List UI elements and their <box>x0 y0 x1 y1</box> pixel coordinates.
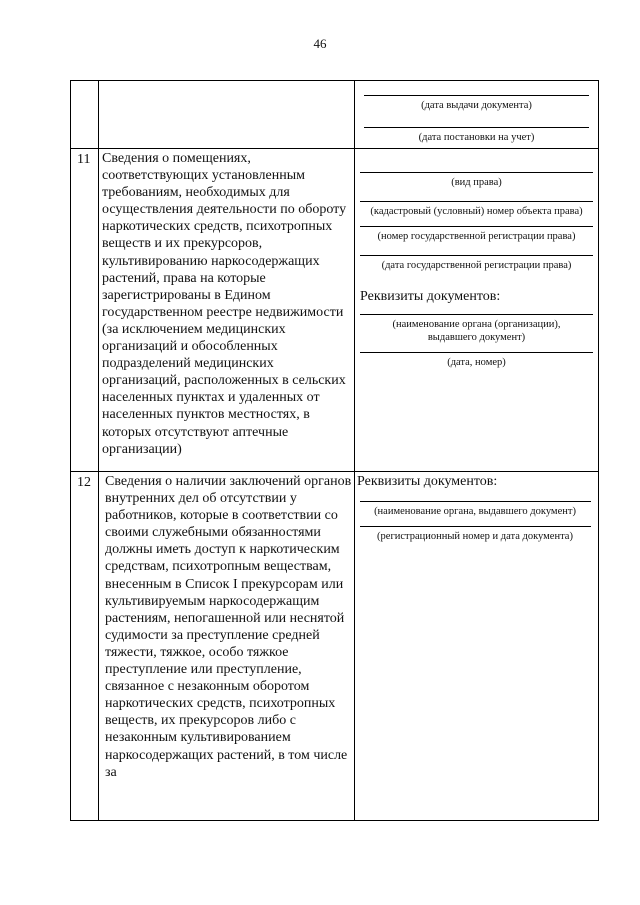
fill-line <box>364 95 589 96</box>
field-caption: (вид права) <box>451 177 502 188</box>
fill-line <box>360 226 593 227</box>
documents-heading: Реквизиты документов: <box>360 289 501 304</box>
row-description: Сведения о наличии заключений органов внутренних дел об отсутствии у работников, которые в соответствии со своими служебными обязанностями должны иметь доступ к наркотическим средствам, психотропным веществам, внесенным в Список I прекурсорам или культивируемым наркосодержащим растениям, непогашенной или неснятой судимости за преступление средней тяжести, тяжкое, особо тяжкое преступление или преступление, связанное с незаконным оборотом наркотических средств, психотропных веществ, их прекурсоров либо с незаконным культивированием наркосодержащих растений, в том числе за <box>99 472 355 821</box>
documents-heading: Реквизиты документов: <box>357 474 498 489</box>
fill-line <box>360 526 591 527</box>
row-requisites <box>355 149 599 472</box>
requirements-table <box>70 80 599 821</box>
field-caption: (дата государственной регистрации права) <box>381 260 572 271</box>
fill-line <box>360 352 593 353</box>
fill-line <box>360 255 593 256</box>
fill-line <box>360 314 593 315</box>
table-row <box>71 81 599 149</box>
row-number <box>71 81 99 149</box>
field-caption: (наименование органа (организации), выдавшего документ) <box>392 319 561 343</box>
fill-line <box>360 172 593 173</box>
row-requisites <box>355 81 599 149</box>
row-description: Сведения о помещениях, соответствующих установленным требованиям, необходимых для осуществления деятельности по обороту наркотических средств, психотропных веществ и их прекурсоров, культивированию наркосодержащих растений, права на которые зарегистрированы в Едином государственном реестре недвижимости (за исключением медицинских организаций и обособленных подразделений медицинских организаций, расположенных в сельских населенных пунктах и удаленных от населенных пунктов местностях, в которых отсутствуют аптечные организации) <box>99 149 355 472</box>
field-caption: (дата выдачи документа) <box>421 100 532 111</box>
field-caption: (кадастровый (условный) номер объекта права) <box>370 206 583 217</box>
table-row <box>71 472 599 821</box>
field-caption: (дата постановки на учет) <box>418 132 535 143</box>
page-number: 46 <box>313 36 327 51</box>
row-number: 12 <box>71 472 99 821</box>
table-row <box>71 149 599 472</box>
fill-line <box>360 501 591 502</box>
field-caption: (регистрационный номер и дата документа) <box>377 531 573 542</box>
row-number: 11 <box>71 149 99 472</box>
field-caption: (наименование органа, выдавшего документ) <box>374 506 576 517</box>
field-caption: (номер государственной регистрации права) <box>377 231 576 242</box>
fill-line <box>364 127 589 128</box>
row-description <box>99 81 355 149</box>
fill-line <box>360 201 593 202</box>
field-caption: (дата, номер) <box>447 357 506 368</box>
row-requisites <box>355 472 599 821</box>
